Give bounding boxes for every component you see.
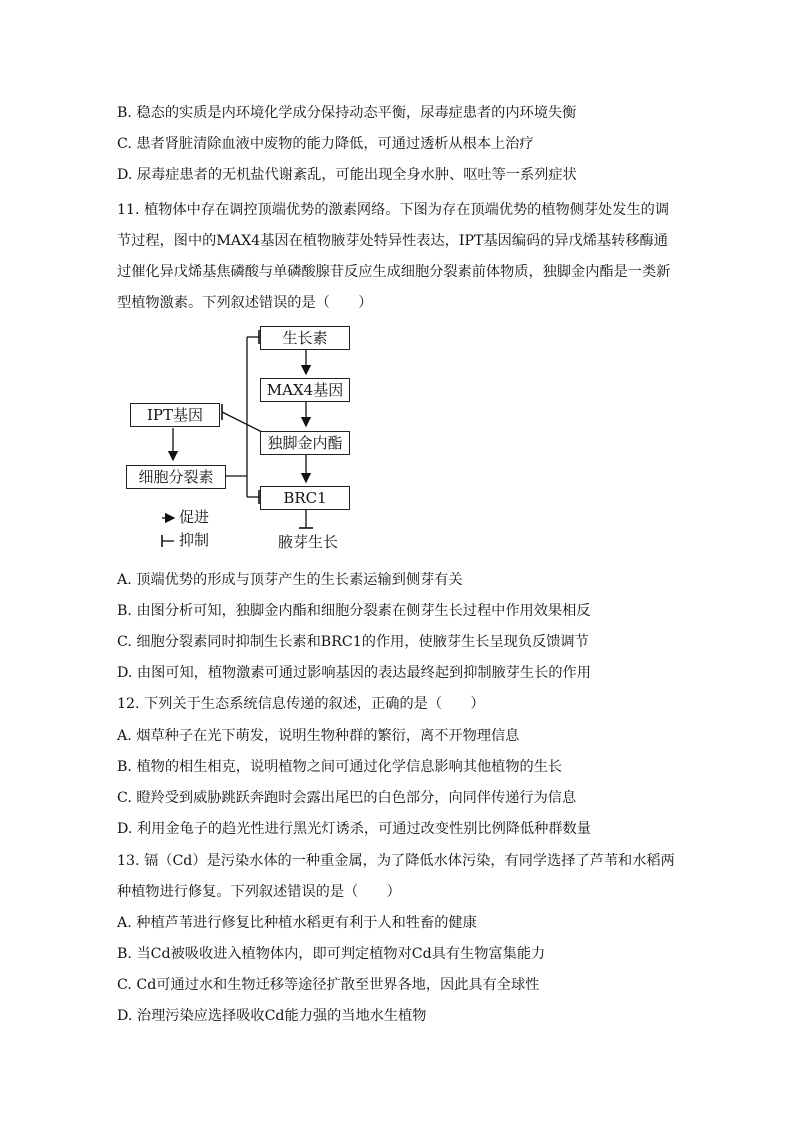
brc1-box: BRC1 [260,486,350,510]
cytokinin-box: 细胞分裂素 [126,465,226,489]
q13-option-a: A. 种植芦苇进行修复比种植水稻更有利于人和牲畜的健康 [117,915,477,931]
question-12-stem: 12. 下列关于生态系统信息传递的叙述，正确的是（ ） [117,696,485,712]
q12-option-b: B. 植物的相生相克，说明植物之间可通过化学信息影响其他植物的生长 [117,759,563,775]
option-d-prev: D. 尿毒症患者的无机盐代谢紊乱，可能出现全身水肿、呕吐等一系列症状 [117,167,577,183]
q12-option-c: C. 瞪羚受到威胁跳跃奔跑时会露出尾巴的白色部分，向同伴传递行为信息 [117,790,577,806]
q12-option-a: A. 烟草种子在光下萌发，说明生物种群的繁衍，离不开物理信息 [117,728,520,744]
option-c-prev: C. 患者肾脏清除血液中废物的能力降低，可通过透析从根本上治疗 [117,136,534,152]
question-13-stem: 13. 镉（Cd）是污染水体的一种重金属，为了降低水体污染，有同学选择了芦苇和水稻两种植物进行修复。下列叙述错误的是（ ） [117,853,675,900]
q13-option-c: C. Cd可通过水和生物迁移等途径扩散至世界各地，因此具有全球性 [117,977,540,993]
option-b-prev: B. 稳态的实质是内环境化学成分保持动态平衡，尿毒症患者的内环境失衡 [117,105,577,121]
auxin-box: 生长素 [260,326,350,350]
legend-promote-label: 促进 [179,508,210,526]
q13-option-d: D. 治理污染应选择吸收Cd能力强的当地水生植物 [117,1008,427,1024]
legend-inhibit-label: 抑制 [179,531,210,549]
strigolactone-box: 独脚金内酯 [260,431,350,455]
question-11-stem: 11. 植物体中存在调控顶端优势的激素网络。下图为存在顶端优势的植物侧芽处发生的调节过程，图中的MAX4基因在植物腋芽处特异性表达，IPT基因编码的异戊烯基转移酶通过催化异戊烯基焦磷酸与单磷酸腺苷反应生成细胞分裂素前体物质，独脚金内酯是一类新型植物激素。下列叙述错误的是（ ） [117,202,671,311]
hormone-network-diagram [120,322,380,562]
q12-option-d: D. 利用金龟子的趋光性进行黑光灯诱杀，可通过改变性别比例降低种群数量 [117,821,591,837]
q11-option-b: B. 由图分析可知，独脚金内酯和细胞分裂素在侧芽生长过程中作用效果相反 [117,603,591,619]
q13-option-b: B. 当Cd被吸收进入植物体内，即可判定植物对Cd具有生物富集能力 [117,946,546,962]
max4-gene-box: MAX4基因 [260,378,350,402]
q11-option-a: A. 顶端优势的形成与顶芽产生的生长素运输到侧芽有关 [117,572,463,588]
q11-option-c: C. 细胞分裂素同时抑制生长素和BRC1的作用，使腋芽生长呈现负反馈调节 [117,634,589,650]
q11-option-d: D. 由图可知，植物激素可通过影响基因的表达最终起到抑制腋芽生长的作用 [117,665,591,681]
bud-growth-label: 腋芽生长 [278,533,339,551]
ipt-gene-box: IPT基因 [130,403,220,427]
